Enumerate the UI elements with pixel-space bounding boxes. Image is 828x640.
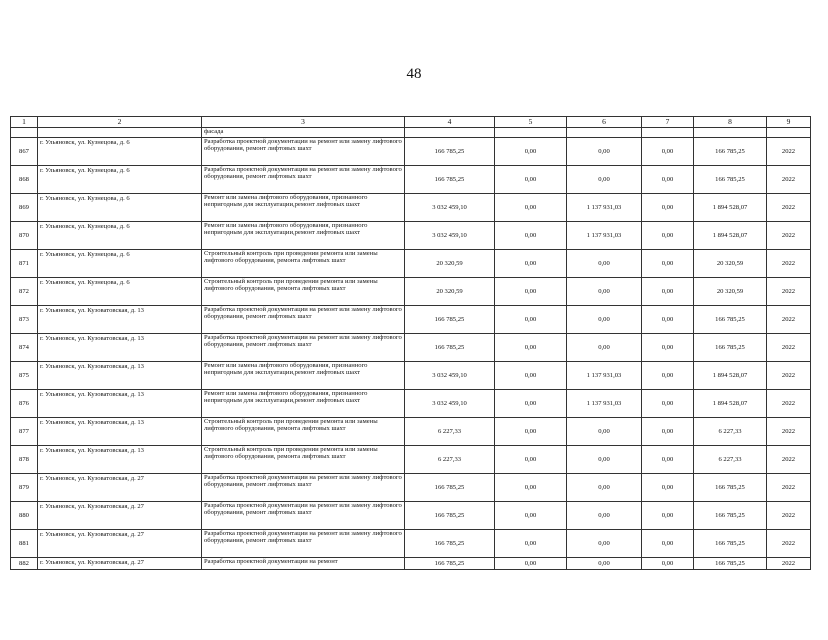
- total-cost-cell: 166 785,25: [405, 306, 495, 334]
- row-number: 874: [11, 334, 38, 362]
- column-7-cell: 0,00: [642, 558, 694, 570]
- row-number: 878: [11, 446, 38, 474]
- work-description-cell: Ремонт или замена лифтового оборудования, признанного непригодным для эксплуатации,ремонт лифтовых шахт: [202, 194, 405, 222]
- table-row: [11, 250, 811, 278]
- column-7-cell: 0,00: [642, 418, 694, 446]
- column-5-cell: 0,00: [495, 306, 567, 334]
- column-7-cell: 0,00: [642, 502, 694, 530]
- total-cost-cell: 166 785,25: [405, 166, 495, 194]
- column-5-cell: 0,00: [495, 418, 567, 446]
- column-8-cell: 6 227,33: [694, 446, 767, 474]
- column-8-cell: 166 785,25: [694, 558, 767, 570]
- year-cell: 2022: [767, 390, 811, 418]
- continuation-work-text: фасада: [202, 128, 405, 138]
- column-8-cell: 166 785,25: [694, 138, 767, 166]
- column-header: 8: [694, 117, 767, 128]
- column-header: 7: [642, 117, 694, 128]
- year-cell: 2022: [767, 418, 811, 446]
- table-row: [11, 530, 811, 558]
- column-6-cell: 0,00: [567, 446, 642, 474]
- column-7-cell: 0,00: [642, 166, 694, 194]
- total-cost-cell: 166 785,25: [405, 558, 495, 570]
- year-cell: 2022: [767, 362, 811, 390]
- address-cell: г. Ульяновск, ул. Кузнецова, д. 6: [38, 166, 202, 194]
- work-description-cell: Строительный контроль при проведении ремонта или замены лифтового оборудования, ремонта лифтовых шахт: [202, 418, 405, 446]
- column-5-cell: 0,00: [495, 334, 567, 362]
- address-cell: г. Ульяновск, ул. Кузоватовская, д. 13: [38, 390, 202, 418]
- row-number: 871: [11, 250, 38, 278]
- column-header: 2: [38, 117, 202, 128]
- address-cell: г. Ульяновск, ул. Кузоватовская, д. 27: [38, 474, 202, 502]
- column-8-cell: 166 785,25: [694, 530, 767, 558]
- address-cell: г. Ульяновск, ул. Кузоватовская, д. 13: [38, 334, 202, 362]
- year-cell: 2022: [767, 222, 811, 250]
- table-row: [11, 166, 811, 194]
- column-8-cell: 1 894 528,07: [694, 194, 767, 222]
- table-row: [11, 390, 811, 418]
- column-7-cell: 0,00: [642, 250, 694, 278]
- year-cell: 2022: [767, 474, 811, 502]
- table-row: [11, 278, 811, 306]
- address-cell: г. Ульяновск, ул. Кузоватовская, д. 13: [38, 418, 202, 446]
- table-row: [11, 474, 811, 502]
- address-cell: г. Ульяновск, ул. Кузоватовская, д. 13: [38, 306, 202, 334]
- work-description-cell: Разработка проектной документации на ремонт: [202, 558, 405, 570]
- year-cell: 2022: [767, 250, 811, 278]
- column-8-cell: 1 894 528,07: [694, 222, 767, 250]
- column-5-cell: 0,00: [495, 362, 567, 390]
- year-cell: 2022: [767, 530, 811, 558]
- total-cost-cell: 166 785,25: [405, 530, 495, 558]
- address-cell: г. Ульяновск, ул. Кузоватовская, д. 13: [38, 446, 202, 474]
- column-header: 3: [202, 117, 405, 128]
- column-7-cell: 0,00: [642, 138, 694, 166]
- row-number: 877: [11, 418, 38, 446]
- year-cell: 2022: [767, 334, 811, 362]
- column-7-cell: 0,00: [642, 278, 694, 306]
- column-5-cell: 0,00: [495, 138, 567, 166]
- continuation-row: [11, 128, 811, 138]
- column-6-cell: 0,00: [567, 530, 642, 558]
- column-5-cell: 0,00: [495, 446, 567, 474]
- column-7-cell: 0,00: [642, 390, 694, 418]
- total-cost-cell: 3 032 459,10: [405, 222, 495, 250]
- column-header: 5: [495, 117, 567, 128]
- table-row: [11, 362, 811, 390]
- row-number: 880: [11, 502, 38, 530]
- work-description-cell: Строительный контроль при проведении ремонта или замены лифтового оборудования, ремонта лифтовых шахт: [202, 446, 405, 474]
- column-8-cell: 166 785,25: [694, 502, 767, 530]
- total-cost-cell: 166 785,25: [405, 502, 495, 530]
- column-7-cell: 0,00: [642, 474, 694, 502]
- row-number: 875: [11, 362, 38, 390]
- address-cell: г. Ульяновск, ул. Кузнецова, д. 6: [38, 278, 202, 306]
- table-row: [11, 558, 811, 570]
- address-cell: г. Ульяновск, ул. Кузнецова, д. 6: [38, 194, 202, 222]
- work-description-cell: Строительный контроль при проведении ремонта или замены лифтового оборудования, ремонта лифтовых шахт: [202, 278, 405, 306]
- column-6-cell: 0,00: [567, 502, 642, 530]
- header-row: [11, 117, 811, 128]
- column-5-cell: 0,00: [495, 278, 567, 306]
- column-5-cell: 0,00: [495, 194, 567, 222]
- year-cell: 2022: [767, 306, 811, 334]
- total-cost-cell: 20 320,59: [405, 250, 495, 278]
- year-cell: 2022: [767, 502, 811, 530]
- total-cost-cell: 3 032 459,10: [405, 362, 495, 390]
- column-6-cell: 1 137 931,03: [567, 390, 642, 418]
- column-7-cell: 0,00: [642, 530, 694, 558]
- row-number: 879: [11, 474, 38, 502]
- column-8-cell: 166 785,25: [694, 334, 767, 362]
- work-description-cell: Разработка проектной документации на ремонт или замену лифтового оборудования, ремонт лифтовых шахт: [202, 502, 405, 530]
- work-description-cell: Разработка проектной документации на ремонт или замену лифтового оборудования, ремонт лифтовых шахт: [202, 138, 405, 166]
- column-6-cell: 0,00: [567, 138, 642, 166]
- column-5-cell: 0,00: [495, 558, 567, 570]
- column-7-cell: 0,00: [642, 446, 694, 474]
- year-cell: 2022: [767, 166, 811, 194]
- table-row: [11, 446, 811, 474]
- year-cell: 2022: [767, 138, 811, 166]
- row-number: 881: [11, 530, 38, 558]
- column-6-cell: 0,00: [567, 166, 642, 194]
- column-header: 6: [567, 117, 642, 128]
- column-8-cell: 166 785,25: [694, 166, 767, 194]
- column-5-cell: 0,00: [495, 474, 567, 502]
- column-header: 4: [405, 117, 495, 128]
- address-cell: г. Ульяновск, ул. Кузоватовская, д. 27: [38, 558, 202, 570]
- work-description-cell: Строительный контроль при проведении ремонта или замены лифтового оборудования, ремонта лифтовых шахт: [202, 250, 405, 278]
- work-description-cell: Ремонт или замена лифтового оборудования, признанного непригодным для эксплуатации,ремонт лифтовых шахт: [202, 362, 405, 390]
- work-description-cell: Разработка проектной документации на ремонт или замену лифтового оборудования, ремонт лифтовых шахт: [202, 166, 405, 194]
- year-cell: 2022: [767, 278, 811, 306]
- total-cost-cell: 20 320,59: [405, 278, 495, 306]
- column-8-cell: 1 894 528,07: [694, 390, 767, 418]
- column-6-cell: 1 137 931,03: [567, 222, 642, 250]
- table-row: [11, 418, 811, 446]
- column-8-cell: 1 894 528,07: [694, 362, 767, 390]
- table-row: [11, 502, 811, 530]
- column-6-cell: 0,00: [567, 418, 642, 446]
- column-5-cell: 0,00: [495, 166, 567, 194]
- row-number: 869: [11, 194, 38, 222]
- total-cost-cell: 166 785,25: [405, 334, 495, 362]
- column-7-cell: 0,00: [642, 222, 694, 250]
- row-number: 872: [11, 278, 38, 306]
- page-number: 48: [406, 66, 422, 82]
- row-number: 873: [11, 306, 38, 334]
- address-cell: г. Ульяновск, ул. Кузнецова, д. 6: [38, 138, 202, 166]
- total-cost-cell: 166 785,25: [405, 474, 495, 502]
- work-description-cell: Ремонт или замена лифтового оборудования, признанного непригодным для эксплуатации,ремонт лифтовых шахт: [202, 390, 405, 418]
- work-description-cell: Разработка проектной документации на ремонт или замену лифтового оборудования, ремонт лифтовых шахт: [202, 306, 405, 334]
- year-cell: 2022: [767, 194, 811, 222]
- address-cell: г. Ульяновск, ул. Кузоватовская, д. 13: [38, 362, 202, 390]
- column-header: 1: [11, 117, 38, 128]
- column-6-cell: 0,00: [567, 306, 642, 334]
- address-cell: г. Ульяновск, ул. Кузнецова, д. 6: [38, 222, 202, 250]
- column-6-cell: 0,00: [567, 558, 642, 570]
- work-description-cell: Ремонт или замена лифтового оборудования, признанного непригодным для эксплуатации,ремонт лифтовых шахт: [202, 222, 405, 250]
- column-5-cell: 0,00: [495, 390, 567, 418]
- column-6-cell: 1 137 931,03: [567, 362, 642, 390]
- column-7-cell: 0,00: [642, 362, 694, 390]
- column-5-cell: 0,00: [495, 222, 567, 250]
- column-5-cell: 0,00: [495, 250, 567, 278]
- address-cell: г. Ульяновск, ул. Кузнецова, д. 6: [38, 250, 202, 278]
- table-row: [11, 306, 811, 334]
- column-6-cell: 1 137 931,03: [567, 194, 642, 222]
- column-8-cell: 20 320,59: [694, 278, 767, 306]
- column-7-cell: 0,00: [642, 334, 694, 362]
- total-cost-cell: 166 785,25: [405, 138, 495, 166]
- table-row: [11, 222, 811, 250]
- column-header: 9: [767, 117, 811, 128]
- repair-register-table: [10, 116, 811, 570]
- row-number: 876: [11, 390, 38, 418]
- total-cost-cell: 6 227,33: [405, 446, 495, 474]
- column-7-cell: 0,00: [642, 194, 694, 222]
- work-description-cell: Разработка проектной документации на ремонт или замену лифтового оборудования, ремонт лифтовых шахт: [202, 530, 405, 558]
- work-description-cell: Разработка проектной документации на ремонт или замену лифтового оборудования, ремонт лифтовых шахт: [202, 334, 405, 362]
- column-8-cell: 166 785,25: [694, 474, 767, 502]
- column-8-cell: 20 320,59: [694, 250, 767, 278]
- total-cost-cell: 3 032 459,10: [405, 390, 495, 418]
- address-cell: г. Ульяновск, ул. Кузоватовская, д. 27: [38, 502, 202, 530]
- column-5-cell: 0,00: [495, 502, 567, 530]
- column-6-cell: 0,00: [567, 474, 642, 502]
- address-cell: г. Ульяновск, ул. Кузоватовская, д. 27: [38, 530, 202, 558]
- table-row: [11, 138, 811, 166]
- year-cell: 2022: [767, 558, 811, 570]
- total-cost-cell: 6 227,33: [405, 418, 495, 446]
- column-8-cell: 6 227,33: [694, 418, 767, 446]
- row-number: 882: [11, 558, 38, 570]
- total-cost-cell: 3 032 459,10: [405, 194, 495, 222]
- column-6-cell: 0,00: [567, 334, 642, 362]
- column-8-cell: 166 785,25: [694, 306, 767, 334]
- column-6-cell: 0,00: [567, 250, 642, 278]
- row-number: 867: [11, 138, 38, 166]
- row-number: 868: [11, 166, 38, 194]
- year-cell: 2022: [767, 446, 811, 474]
- column-6-cell: 0,00: [567, 278, 642, 306]
- column-5-cell: 0,00: [495, 530, 567, 558]
- table-row: [11, 334, 811, 362]
- work-description-cell: Разработка проектной документации на ремонт или замену лифтового оборудования, ремонт лифтовых шахт: [202, 474, 405, 502]
- table-row: [11, 194, 811, 222]
- row-number: 870: [11, 222, 38, 250]
- column-7-cell: 0,00: [642, 306, 694, 334]
